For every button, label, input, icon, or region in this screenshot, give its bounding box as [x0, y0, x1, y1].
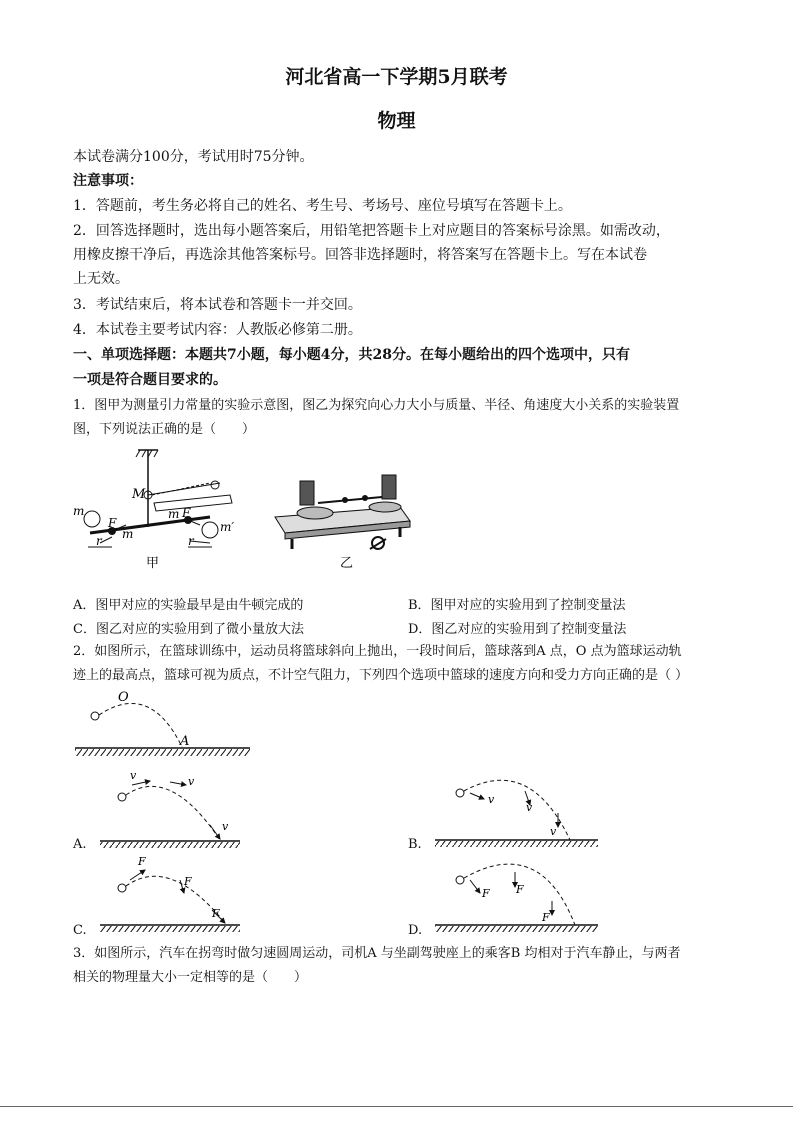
label-m: m [122, 527, 134, 541]
label-m: m [168, 507, 180, 521]
q2-figures [70, 685, 730, 945]
q2-option-b[interactable]: B. [408, 837, 422, 852]
notice-item: 上无效。 [73, 271, 129, 287]
label-A: A [180, 734, 190, 749]
label-F: F [212, 907, 220, 920]
trajectory-option-b [435, 780, 598, 847]
trajectory-main [75, 690, 250, 756]
trajectory-option-a [100, 769, 240, 848]
page-bottom-rule [0, 1106, 793, 1107]
notice-item: 3．考试结束后，将本试卷和答题卡一并交回。 [73, 297, 362, 313]
label-v: v [550, 825, 557, 838]
q1-option-d[interactable]: D．图乙对应的实验用到了控制变量法 [408, 622, 627, 637]
section-heading: 一、单项选择题：本题共7小题，每小题4分，共28分。在每小题给出的四个选项中，只有 [73, 347, 630, 363]
q1-stem: 1．图甲为测量引力常量的实验示意图，图乙为探究向心力大小与质量、半径、角速度大小关系的实验装置 [73, 398, 680, 413]
trajectory-option-d [435, 864, 598, 932]
subject-title: 物理 [377, 110, 416, 132]
section-heading: 一项是符合题目要求的。 [73, 372, 227, 388]
label-F: F [542, 911, 550, 924]
label-v: v [130, 769, 137, 782]
label-jia: 甲 [146, 556, 160, 571]
notice-item: 4．本试卷主要考试内容：人教版必修第二册。 [73, 322, 362, 338]
notice-item: 用橡皮擦干净后，再选涂其他答案标号。回答非选择题时，将答案写在答题卡上。写在本试卷 [73, 247, 647, 263]
label-v: v [526, 801, 533, 814]
notice-item: 2．回答选择题时，选出每小题答案后，用铅笔把答题卡上对应题目的答案标号涂黑。如需改动， [73, 223, 670, 239]
label-F: F [482, 887, 490, 900]
q2-stem: 迹上的最高点，篮球可视为质点，不计空气阻力，下列四个选项中篮球的速度方向和受力方向正确的是（ ） [73, 668, 689, 683]
label-F: F [108, 516, 117, 530]
label-v: v [188, 775, 195, 788]
q2-option-d[interactable]: D. [408, 923, 423, 938]
q3-stem: 3．如图所示，汽车在拐弯时做匀速圆周运动，司机A 与坐副驾驶座上的乘客B 均相对于汽车静止，与两者 [73, 946, 681, 961]
score-line: 本试卷满分100分，考试用时75分钟。 [73, 149, 314, 165]
label-F: F [138, 855, 146, 868]
label-v: v [222, 820, 229, 833]
centripetal-apparatus-diagram [275, 475, 410, 571]
label-F: F [182, 506, 191, 520]
label-m: m [73, 504, 85, 518]
q1-stem: 图，下列说法正确的是（ ） [73, 422, 256, 437]
q1-option-a[interactable]: A．图甲对应的实验最早是由牛顿完成的 [73, 598, 304, 613]
label-M: M [132, 487, 146, 502]
q2-stem: 2．如图所示，在篮球训练中，运动员将篮球斜向上抛出，一段时间后，篮球落到A 点，O 点为篮球运动轨 [73, 644, 682, 659]
label-m-prime: m′ [220, 520, 235, 534]
q1-option-b[interactable]: B．图甲对应的实验用到了控制变量法 [408, 598, 626, 613]
label-O: O [118, 690, 129, 705]
notice-heading: 注意事项： [73, 173, 143, 189]
q1-figure [70, 445, 430, 575]
q3-stem: 相关的物理量大小一定相等的是（ ） [73, 970, 308, 985]
exam-title: 河北省高一下学期5月联考 [285, 66, 508, 88]
torsion-balance-diagram [73, 450, 234, 571]
q1-option-c[interactable]: C．图乙对应的实验用到了微小量放大法 [73, 622, 304, 637]
q2-option-c[interactable]: C. [73, 923, 87, 938]
notice-item: 1．答题前，考生务必将自己的姓名、考生号、考场号、座位号填写在答题卡上。 [73, 198, 572, 214]
label-r: r [188, 534, 194, 548]
label-v: v [488, 793, 495, 806]
label-F: F [184, 875, 192, 888]
label-yi: 乙 [340, 556, 354, 571]
label-F: F [516, 883, 524, 896]
label-r: r [96, 534, 102, 548]
trajectory-option-c [100, 855, 240, 932]
q2-option-a[interactable]: A. [73, 837, 87, 852]
